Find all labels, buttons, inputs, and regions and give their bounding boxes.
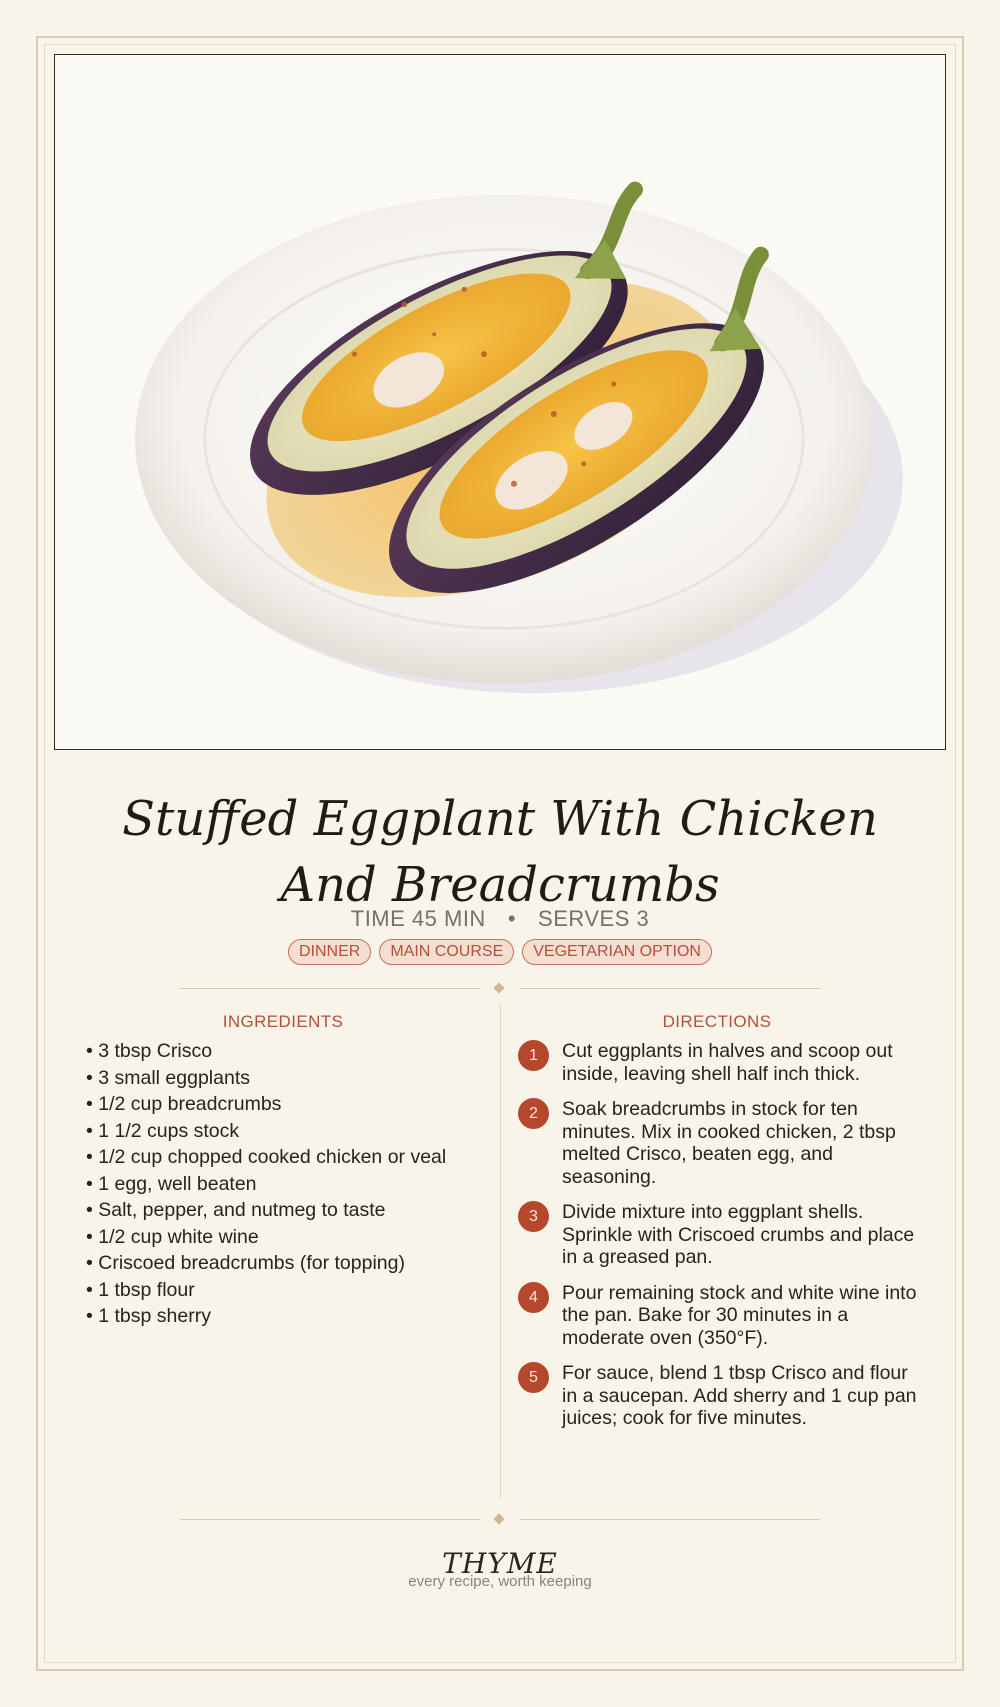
list-item: • Criscoed breadcrumbs (for topping)	[86, 1252, 405, 1274]
bottom-divider	[180, 1513, 820, 1527]
recipe-title: Stuffed Eggplant With Chicken And Breadcrumbs	[122, 791, 878, 913]
direction-step	[518, 1201, 918, 1269]
list-item: • 1 1/2 cups stock	[86, 1119, 240, 1142]
list-item: • 3 tbsp Crisco	[86, 1040, 213, 1062]
tag-main-course[interactable]: MAIN COURSE	[379, 939, 514, 965]
step-text: Divide mixture into eggplant shells. Sprinkle with Criscoed crumbs and place in a greased pan.	[562, 1201, 915, 1268]
direction-step	[518, 1098, 918, 1188]
step-text: Soak breadcrumbs in stock for ten minutes. Mix in cooked chicken, 2 tbsp melted Crisco, beaten egg, and seasoning.	[562, 1098, 896, 1188]
step-number-badge: 3	[518, 1201, 549, 1232]
directions-heading: DIRECTIONS	[662, 1012, 772, 1031]
recipe-meta	[0, 906, 1000, 932]
recipe-photo	[54, 54, 946, 750]
step-text: Pour remaining stock and white wine into the pan. Bake for 30 minutes in a moderate oven (350°F).	[562, 1281, 917, 1349]
step-number-badge: 1	[518, 1040, 549, 1071]
direction-step	[518, 1282, 918, 1350]
direction-step	[518, 1040, 918, 1085]
list-item: • 1 tbsp flour	[86, 1278, 195, 1301]
top-divider	[180, 982, 820, 996]
list-item: • 1/2 cup white wine	[86, 1225, 259, 1248]
list-item: • 1/2 cup chopped cooked chicken or veal	[86, 1146, 447, 1168]
list-item: • 3 small eggplants	[86, 1066, 250, 1089]
ingredients-list	[86, 1040, 466, 1332]
list-item: • 1/2 cup breadcrumbs	[86, 1093, 282, 1115]
step-text: For sauce, blend 1 tbsp Crisco and flour in a saucepan. Add sherry and 1 cup pan juices; cook for five minutes.	[562, 1362, 917, 1429]
serves-label: SERVES 3	[538, 906, 650, 931]
step-number-badge: 2	[518, 1098, 549, 1129]
tag-list	[0, 939, 1000, 965]
meta-separator: •	[507, 906, 517, 931]
step-number-badge: 5	[518, 1362, 549, 1393]
list-item: • 1 tbsp sherry	[86, 1305, 211, 1327]
eggplant-illustration	[55, 55, 945, 749]
tag-dinner[interactable]: DINNER	[288, 939, 371, 965]
brand-logo-text: THYME	[442, 1547, 558, 1580]
directions-list	[518, 1040, 918, 1430]
list-item: • 1 egg, well beaten	[86, 1172, 257, 1195]
tag-vegetarian-option[interactable]: VEGETARIAN OPTION	[522, 939, 712, 965]
diamond-icon	[493, 982, 504, 993]
list-item: • Salt, pepper, and nutmeg to taste	[86, 1199, 386, 1221]
direction-step	[518, 1362, 918, 1430]
time-label: TIME 45 MIN	[350, 906, 486, 931]
step-number-badge: 4	[518, 1282, 549, 1313]
ingredients-heading: INGREDIENTS	[222, 1012, 344, 1031]
step-text: Cut eggplants in halves and scoop out inside, leaving shell half inch thick.	[562, 1040, 893, 1085]
brand-tagline: every recipe, worth keeping	[408, 1573, 592, 1590]
diamond-icon	[493, 1513, 504, 1524]
column-divider	[500, 1004, 501, 1498]
